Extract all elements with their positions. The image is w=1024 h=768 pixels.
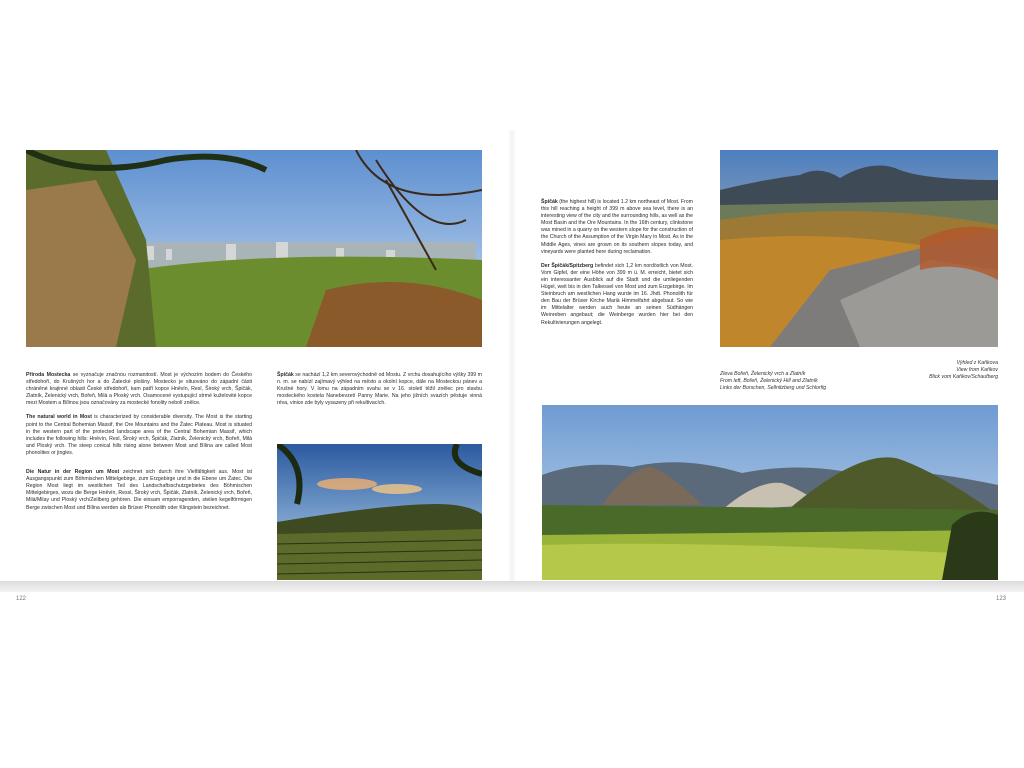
footer-rule: [0, 581, 1024, 592]
hills-landscape-photo: [542, 405, 998, 580]
german-paragraph-spitzberg: Der Špičák/Spitzberg befindet sich 1,2 km nordöstlich von Most. Vom Gipfel, der eine Höhe von 399 m ü. M. erreicht, bietet sich ein interessanter Ausblick auf die Stadt und die umliegenden Hügel, weit bis in den Talkessel von Most und zum Erzgebirge. Im Steinbruch am westlichen Hang wurde im 16. Jhdt. Phonolith für den Bau der Brüxer Kirche Mariä Himmelfahrt abgebaut. So wie im Mittelalter werden auch heute an seinen Südhängen Weinreben angebaut; die Weinberge wurden hier bei den Rekultivierungen angelegt.: [541, 262, 693, 326]
czech-paragraph-spicak: Špičák se nachází 1,2 km severovýchodně od Mostu. Z vrchu dosahujícího výšky 399 m n. m. se nabízí zajímavý výhled na město a okolní kopce, dále na Mosteckou pánev a Krušné hory. V lomu na západním svahu se v 16. století těžil znělec pro stavbu mosteckého kostela Nanebevzetí Panny Marie. Na jeho jižních svazích pěstuje vinná réva, vinice zde byly vysazeny při rekultivacích.: [277, 372, 482, 407]
english-paragraph-spicak: Špičák (the highest hill) is located 1.2 km northeast of Most. From this hill reaching a height of 399 m above sea level, there is an interesting view of the city and the surrounding hills, as well as the Most Basin and the Ore Mountains. In the 16th century, clinkstone was mined in a quarry on the western slope for the construction of the Church of the Assumption of the Virgin Mary in Most. As in the Middle Ages, vines are grown on its southern slopes today, and vineyards were planted here during reclamation.: [541, 199, 693, 255]
english-paragraph: The natural world in Most is characterized by considerable diversity. The Most is the starting point to the Central Bohemian Massif, the Ore Mountains and the Žatec Plateau. Most is situated in the western part of the protected landscape area of the Central Bohemian Massif, which includes the following hills: Hněvín, Resl, Široký vrch, Špičák, Zlatník, Želenický vrch, Bořeň, Milá and Ploský vrch. The steep conical hills rising alone between Most and Bílina are called Most phonolites or jingles.: [26, 414, 252, 456]
page-number-right: 123: [996, 596, 1007, 602]
caption-kankov: Výhled z Kaňkova View from Kaňkov Blick vom Kaňkov/Schaufberg: [929, 360, 998, 380]
page-number-left: 122: [16, 596, 27, 602]
vineyard-sunset-photo: [277, 444, 482, 580]
city-panorama-photo: [26, 150, 482, 347]
book-gutter: [508, 130, 516, 590]
left-column-1-text: [26, 372, 252, 519]
right-column-text: [541, 199, 693, 334]
left-column-2-text: [277, 372, 482, 414]
caption-boren: Zleva Bořeň, Želenický vrch a Zlatník From left, Bořeň, Želenický Hill and Zlatník Links der Borschen, Sellnitzberg und Schlorfig: [720, 371, 827, 391]
mountain-view-photo: [720, 150, 998, 347]
german-paragraph: Die Natur in der Region um Most zeichnet sich durch ihre Vielfältigkeit aus. Most ist Ausgangspunkt zum Böhmischen Mittelgebirge, zum Erzgebirge und in die Ebene um Žatec. Die Region Most liegt im westlichen Teil des Landschaftsschutzgebietes des Böhmischen Mittelgebirges, wozu die Berge Hněvín, Ressl, Široký vrch, Špičák, Zlatník, Želenický vrch, Bořeň, Milá/Milay und Ploský vrch/Zeilberg gehören. Die einsam emporragenden, steilen kegelförmigen Berge zwischen Most und Bílina werden als Brüxer Phonolith oder Klingstein bezeichnet.: [26, 469, 252, 511]
czech-paragraph: Příroda Mostecka se vyznačuje značnou rozmanitostí. Most je výchozím bodem do Českého středohoří, do Krušných hor a do Žatecké plošiny. Mostecko je situováno do západní části chráněné krajinné oblasti České středohoří, kam patří kopce Hněvín, Resl, Široký vrch, Špičák, Zlatník, Želenický vrch, Bořeň, Milá a Ploský vrch. Osamocené vystupující strmé kuželovité kopce mezi Mostem a Bílinou jsou označovány za mostecké fonolity nebolí znělce.: [26, 372, 252, 407]
